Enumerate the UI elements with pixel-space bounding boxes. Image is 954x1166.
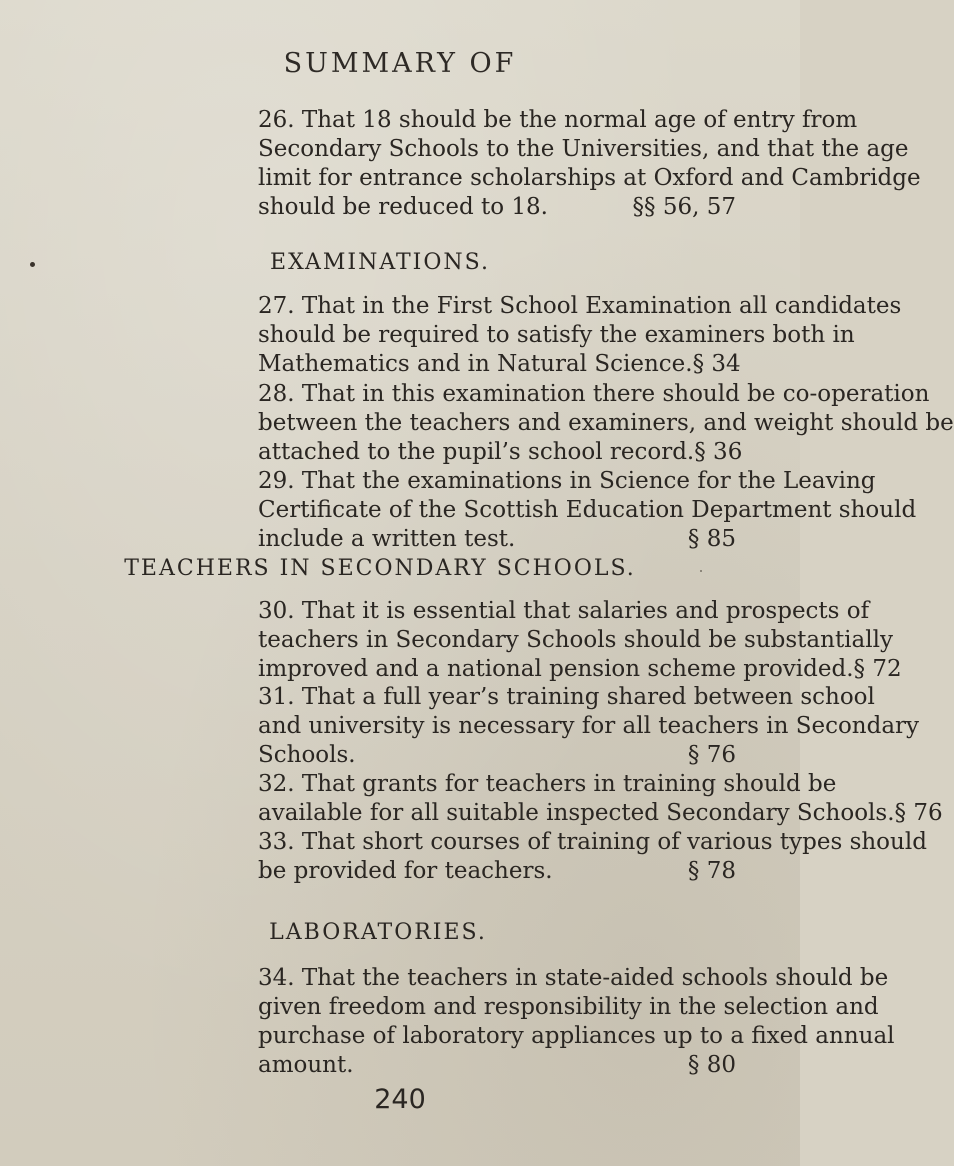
- text-line: should be reduced to 18.: [258, 194, 548, 220]
- text-line: between the teachers and examiners, and weight should be: [258, 410, 954, 436]
- text-line: be provided for teachers.: [258, 858, 553, 884]
- text-line: amount.: [258, 1052, 354, 1078]
- section-reference: §§ 56, 57: [632, 194, 736, 220]
- text-line: 29. That the examinations in Science for the Leaving: [258, 468, 876, 494]
- summary-item-26: [258, 106, 921, 222]
- summary-item-32: [258, 770, 943, 828]
- text-line: and university is necessary for all teachers in Secondary: [258, 713, 920, 739]
- section-reference: § 78: [687, 858, 736, 884]
- text-line-with-reference: [258, 193, 736, 222]
- summary-item-34: [258, 964, 895, 1080]
- paper-speck: [700, 570, 702, 572]
- text-line: 30. That it is essential that salaries and prospects of: [258, 598, 870, 624]
- text-line: 26. That 18 should be the normal age of entry from: [258, 107, 858, 133]
- summary-item-30: [258, 597, 902, 684]
- text-line-with-reference: [258, 655, 902, 684]
- text-line: Secondary Schools to the Universities, and that the age: [258, 136, 909, 162]
- text-line: available for all suitable inspected Secondary Schools.: [258, 800, 895, 826]
- summary-item-29: [258, 467, 917, 554]
- section-reference: § 76: [894, 800, 943, 826]
- text-line-with-reference: [258, 1051, 736, 1080]
- paper-speck: [30, 262, 35, 267]
- section-heading-teachers: TEACHERS IN SECONDARY SCHOOLS.: [124, 556, 636, 581]
- section-reference: § 72: [853, 656, 902, 682]
- text-line-with-reference: [258, 525, 736, 554]
- text-line-with-reference: [258, 741, 736, 770]
- text-line-with-reference: [258, 438, 743, 467]
- section-reference: § 34: [692, 351, 741, 377]
- text-line-with-reference: [258, 857, 736, 886]
- text-line: Certificate of the Scottish Education Department should: [258, 497, 917, 523]
- summary-item-33: [258, 828, 927, 886]
- text-line: 27. That in the First School Examination all candidates: [258, 293, 902, 319]
- running-head: SUMMARY OF: [283, 48, 517, 79]
- summary-item-27: [258, 292, 902, 379]
- text-line: 31. That a full year’s training shared between school: [258, 684, 875, 710]
- text-line: 28. That in this examination there should be co-operation: [258, 381, 930, 407]
- text-line: given freedom and responsibility in the selection and: [258, 994, 879, 1020]
- text-line: limit for entrance scholarships at Oxford and Cambridge: [258, 165, 921, 191]
- text-line: should be required to satisfy the examiners both in: [258, 322, 855, 348]
- text-line: improved and a national pension scheme provided.: [258, 656, 854, 682]
- section-reference: § 76: [687, 742, 736, 768]
- text-line: Schools.: [258, 742, 356, 768]
- section-reference: § 80: [687, 1052, 736, 1078]
- text-line: 32. That grants for teachers in training should be: [258, 771, 837, 797]
- text-line-with-reference: [258, 350, 741, 379]
- text-line: attached to the pupil’s school record.: [258, 439, 695, 465]
- text-line: 34. That the teachers in state-aided schools should be: [258, 965, 889, 991]
- summary-item-31: [258, 683, 920, 770]
- section-reference: § 85: [687, 526, 736, 552]
- text-line-with-reference: [258, 799, 943, 828]
- text-line: Mathematics and in Natural Science.: [258, 351, 693, 377]
- text-line: purchase of laboratory appliances up to a fixed annual: [258, 1023, 895, 1049]
- text-line: 33. That short courses of training of various types should: [258, 829, 927, 855]
- summary-item-28: [258, 380, 954, 467]
- text-line: teachers in Secondary Schools should be substantially: [258, 627, 893, 653]
- page-number: 240: [374, 1084, 426, 1115]
- section-reference: § 36: [694, 439, 743, 465]
- text-line: include a written test.: [258, 526, 516, 552]
- section-heading-examinations: EXAMINATIONS.: [270, 250, 490, 275]
- section-heading-laboratories: LABORATORIES.: [269, 920, 487, 945]
